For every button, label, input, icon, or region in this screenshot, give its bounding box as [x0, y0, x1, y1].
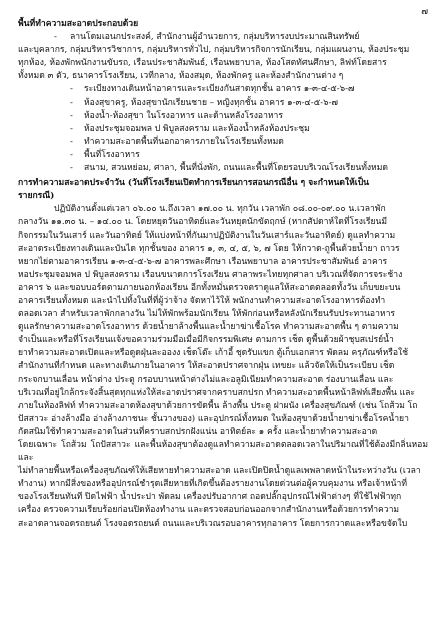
area-text: ทุกห้อง, ห้องพักพนักงานขับรถ, เรือนประชาสัมพันธ์, เรือนพยาบาล, ห้องโสตทัศนศึกษา, ลิฟท์โดยสาร	[18, 58, 387, 69]
paragraph-line: ปัสสาวะ อ่างล้างมือ อ่างล้างภาชนะ ชั้นวางของ) และอุปกรณ์ทั้งหมด ในห้องสุขาด้วยน้ำยาฆ่าเชื้อโรคน้ำยา	[18, 413, 409, 424]
area-text: และบุคลากร, กลุ่มบริหารวิชาการ, กลุ่มบริหารทั่วไป, กลุ่มบริหารกิจการนักเรียน, กลุ่มแผนงาน, ห้องประชุม	[18, 45, 410, 56]
paragraph-line: สะอาดระเบียงทางเดินและบันได ทุกชั้นของ อาคาร ๑, ๓, ๔, ๕, ๖, ๗ โดย ให้กวาด-ถูพื้นด้วยน้ำยา ถาวร	[18, 243, 400, 254]
area-item: - สนาม, สวนหย่อม, ศาลา, พื้นที่นั่งพัก, ถนนและพื้นที่โดยรอบบริเวณโรงเรียนทั้งหมด	[70, 163, 388, 174]
paragraph-line: กลางวัน ๑๑.๓๐ น. – ๑๔.๐๐ น. โดยหยุดวันอาทิตย์และวันหยุดนักขัตฤกษ์ (หากสัปดาห์ใดที่โรงเรียนมี	[18, 217, 388, 228]
area-text: ลานโดมเอนกประสงค์, สำนักงานผู้อำนวยการ, กลุ่มบริหารงบประมาณสินทรัพย์	[70, 32, 360, 43]
daily-cleaning-paragraph	[18, 203, 428, 530]
paragraph-line: หยากไย่ตามอาคารเรียน ๑-๓-๔-๕-๖-๗ อาคารพละศึกษา เรือนพยาบาล อาคารประชาสัมพันธ์ อาคาร	[18, 256, 388, 267]
area-text: ทั้งหมด ๓ ตัว, ธนาคารโรงเรียน, เวทีกลาง, ห้องสมุด, ห้องพักครู และห้องสำนักงานต่าง ๆ	[18, 71, 344, 82]
paragraph-line: กระจกบานเลื่อน หน้าต่าง ประตู กรอบบานหน้าต่างไม่และอลูมิเนียมทำความสะอาด ร่องบานเลื่อน และ	[18, 374, 394, 385]
area-item: - ทำความสะอาดพื้นที่นอกอาคารภายในโรงเรียนทั้งหมด	[70, 136, 284, 147]
paragraph-line: เครื่อง ตรวจความเรียบร้อยก่อนปิดห้องทำงาน และตรวจสอบก่อนออกจากสำนักงานหรือด้วยการทำความ	[18, 505, 400, 516]
paragraph-line: ของโรงเรียนทันที ปิดไฟฟ้า น้ำประปา พัดลม เครื่องปรับอากาศ ถอดปลั๊กอุปกรณ์ไฟฟ้าต่างๆ ที่ใช้ไฟฟ้าทุก	[18, 492, 402, 503]
area-item: - พื้นที่โรงอาหาร	[70, 149, 140, 160]
paragraph-line: ปฏิบัติงานตั้งแต่เวลา ๐๖.๐๐ น.ถึงเวลา ๑๗.๐๐ น. ทุกวัน เวลาพัก ๐๘.๐๐-๐๙.๐๐ น.เวลาพัก	[54, 204, 386, 215]
paragraph-line: โดยเฉพาะ โถส้วม โถปัสสาวะ และพื้นห้องสุขาต้องดูแลทำความสะอาดตลอดเวลาในปริมาณที่ใช้ต้องมีกลิ่นหอมและ	[18, 440, 428, 464]
area-item: - ห้องน้ำ-ห้องสุขา ในโรงอาหาร และด้านหลังโรงอาหาร	[70, 110, 283, 121]
area-list-line: - ลานโดมเอนกประสงค์, สำนักงานผู้อำนวยการ, กลุ่มบริหารงบประมาณสินทรัพย์	[18, 31, 428, 44]
paragraph-line: บริเวณที่อยู่ใกล้กระจังสิ้นสุดทุกแห่งให้สะอาดปราศจากคราบสกปรก ทำความสะอาดพื้นหน้าลิฟท์เสียงพื้น และ	[18, 387, 416, 398]
paragraph-line: อาคารเรียนทั้งหมด และนำไปทิ้งในที่ที่ผู้ว่าจ้าง จัดหาไว้ให้ พนักงานทำความสะอาดโรงอาหารต้องทำ	[18, 295, 386, 306]
paragraph-line: อาคาร ๖ และขอบบอร์ดตามภายนอกห้องเรียน อีกทั้งหมั่นตรวจตราดูแลให้สะอาดตลอดทั้งวัน เก็บขยะบน	[18, 282, 401, 293]
section-heading-daily-cleaning: การทำความสะอาดประจำวัน (วันที่โรงเรียนเปิดทำการเรียนการสอนกรณีอื่น ๆ จะกำหนดให้เป็น	[18, 178, 370, 189]
page-number: ๗	[421, 7, 428, 17]
section-heading-daily-cleaning-cont: รายกรณี)	[18, 191, 55, 202]
paragraph-line: ไม่ทำลายพื้นหรือเครื่องสุขภัณฑ์ให้เสียหายทำความสะอาด และเปิดปิดน้ำดูแลเพพลาดหน้าในระหว่างวัน (เวลา	[18, 466, 421, 477]
paragraph-line: สะอาดลานจอดรถยนต์ โรงจอดรถยนต์ ถนนและบริเวณรอบอาคารทุกอาคาร โดยการกวาดและหรือขจัดใบ	[18, 518, 408, 529]
section-heading-areas: พื้นที่ทำความสะอาดประกอบด้วย	[18, 19, 139, 29]
paragraph-line: กัดสนิมใช้ทำความสะอาดในส่วนที่คราบสกปรกฝังแน่น อาทิตย์ละ ๑ ครั้ง และน้ำยาทำความสะอาด	[18, 426, 378, 437]
paragraph-line: ยาทำความสะอาดเปิดและหรือดูดฝุ่นละอองง เช็ดโต๊ะ เก้าอี้ ชุดรับแขก ตู้เก็บเอกสาร พัดลม ครุภัณฑ์หรือใช้	[18, 348, 409, 359]
paragraph-line: หอประชุมจอมพล ป พิบูลสงคราม เรือนขนาดการโรงเรียน ศาลาพระไทยทุกศาลา บริเวณที่จัดการจระช้าง	[18, 269, 403, 280]
paragraph-line: ดูแลรักษาความสะอาดโรงอาหาร ด้วยน้ำยาล้างพื้นและน้ำยาฆ่าเชื้อโรค ทำความสะอาดพื้น ๆ ตามความ	[18, 322, 399, 333]
paragraph-line: สำนักงานที่กำหนด และทางเดินภายในอาคาร ให้สะอาดปราศจากฝุ่น เทขยะ แล้วจัดให้เป็นระเบียบ เช็ด	[18, 361, 395, 372]
area-item: - ระเบียงทางเดินหน้าอาคารและระเบียงกันสาดทุกชั้น อาคาร ๑-๓-๔-๕-๖-๗	[70, 84, 355, 95]
paragraph-line: ตลอดเวลา สำหรับเวลาพักกลางวัน ไม่ให้พักพร้อมนักเรียน ให้พักก่อนหรือหลังนักเรียนรับประทานอาหาร	[18, 309, 396, 320]
area-item: - ห้องประชุมจอมพล ป พิบูลสงคราม และห้องน้ำหลังห้องประชุม	[70, 123, 310, 134]
paragraph-line: กิจกรรมในวันเสาร์ และวันอาทิตย์ ให้แบ่งหน้าที่กันมาปฏิบัติงานในวันเสาร์และวันอาทิตย์) ดูแลทำความ	[18, 230, 396, 241]
paragraph-line: ทำงาน) หากมีสิ่งของหรืออุปกรณ์ชำรุดเสียหายที่เกิดขึ้นต้องรายงานโดยด่วนต่อผู้ควบคุมงาน หรือเจ้าหน้าที่	[18, 479, 408, 490]
paragraph-line: จำเป็นและหรือที่โรงเรียนแจ้งขอความร่วมมือเมื่อมีกิจกรรมพิเศษ ตามการ เช็ด ดูพื้นด้วยผ้าชุบสเปรย์น้ำ	[18, 335, 394, 346]
area-item: - ห้องสุขาครู, ห้องสุขานักเรียนชาย – หญิงทุกชั้น อาคาร ๑-๓-๔-๕-๖-๗	[70, 97, 338, 108]
paragraph-line: ภายในห้องลิฟท์ ทำความสะอาดห้องสุขาด้วยการขัดพื้น ล้างพื้น ประตู ฝาผนัง เครื่องสุขภัณฑ์ (เช่น โถส้วม โถ	[18, 400, 418, 411]
